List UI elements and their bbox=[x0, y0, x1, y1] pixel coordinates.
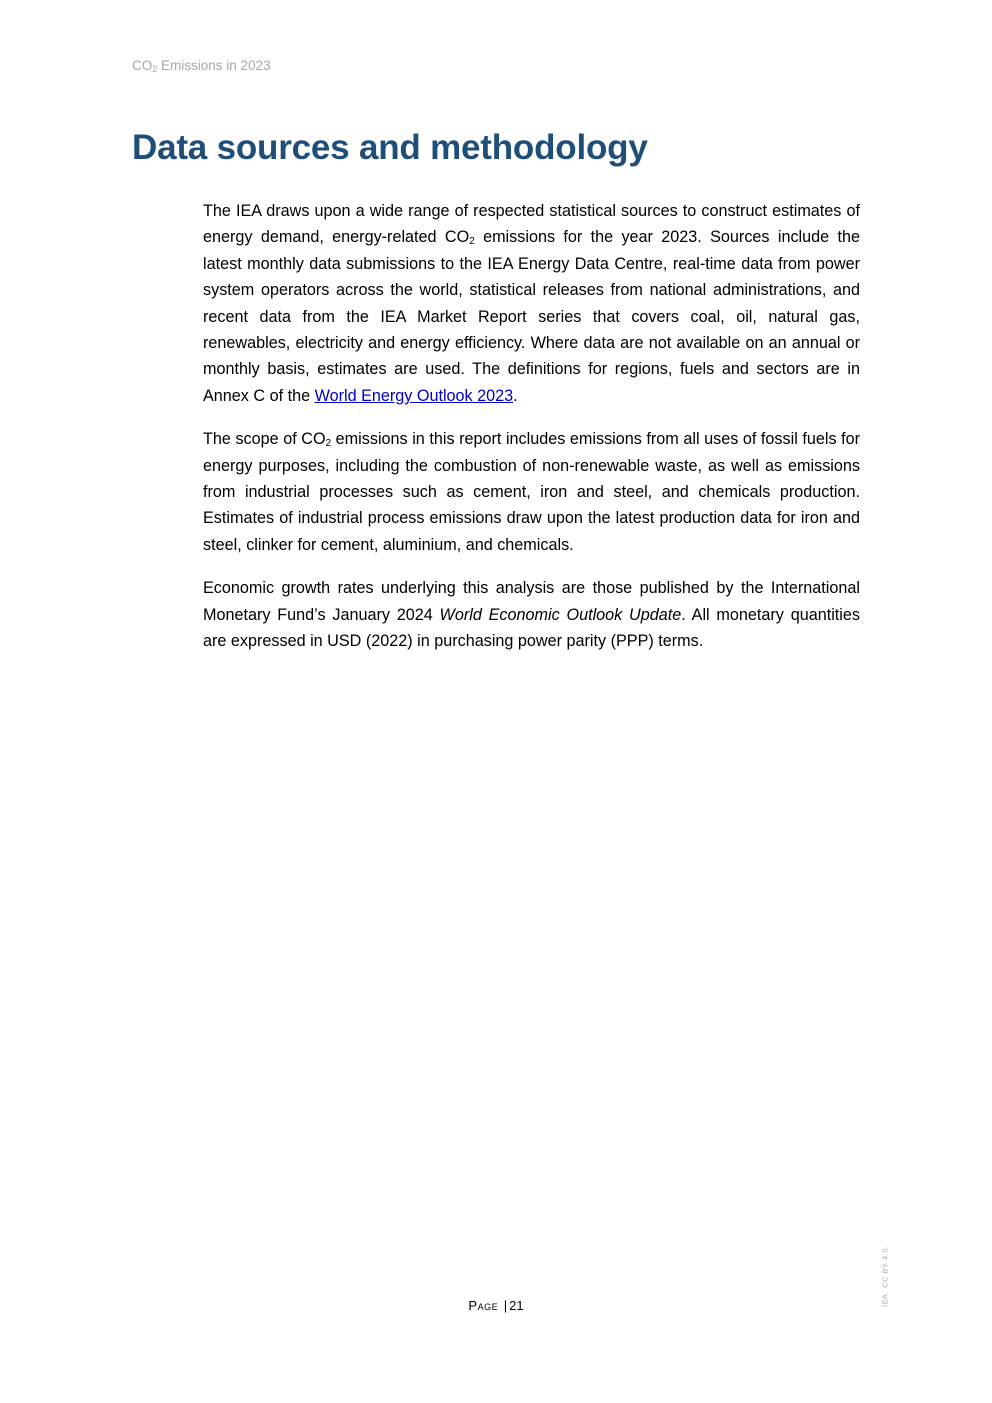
header-suffix: Emissions in 2023 bbox=[157, 58, 271, 73]
header-prefix: CO bbox=[132, 58, 153, 73]
license-note: IEA. CC BY 4.0. bbox=[882, 1244, 890, 1308]
paragraph-text: The scope of CO bbox=[203, 430, 326, 449]
paragraph-text: emissions for the year 2023. Sources include the latest monthly data submissions to the IEA Energy Data Centre, real-time data from power system operators across the world, statistical releases from national administrations, and recent data from the IEA Market Report series that covers coal, oil, natural gas, renewables, electricity and energy efficiency. Where data are not available on an annual or monthly basis, estimates are used. The definitions for regions, fuels and sectors are in Annex C of the bbox=[203, 228, 860, 405]
paragraph-text: emissions in this report includes emissions from all uses of fossil fuels for energy purposes, including the combustion of non-renewable waste, as well as emissions from industrial processes such as cement, iron and steel, and chemicals production. Estimates of industrial process emissions draw upon the latest production data for iron and steel, clinker for cement, aluminium, and chemicals. bbox=[203, 430, 860, 554]
page-title: Data sources and methodology bbox=[132, 128, 648, 167]
paragraph-scope bbox=[203, 426, 860, 558]
world-energy-outlook-link[interactable]: World Energy Outlook 2023 bbox=[314, 386, 514, 405]
weo-update-title: World Economic Outlook Update bbox=[439, 605, 682, 624]
header-subscript: 2 bbox=[152, 64, 158, 74]
paragraph-text: The IEA draws upon a wide range of respected statistical sources to construct estimates of energy demand, energy-related CO bbox=[203, 202, 860, 247]
running-header bbox=[132, 58, 271, 73]
body-text bbox=[203, 198, 860, 672]
co2-subscript: 2 bbox=[469, 236, 475, 248]
paragraph-text: Economic growth rates underlying this analysis are those published by the International Monetary Fund’s January 2024 bbox=[203, 579, 860, 624]
page-label: Page bbox=[468, 1298, 499, 1313]
paragraph-text: . bbox=[513, 386, 518, 405]
page-separator: | bbox=[503, 1298, 508, 1313]
page-number: 21 bbox=[509, 1298, 524, 1313]
page-footer bbox=[0, 1298, 992, 1313]
co2-subscript: 2 bbox=[325, 438, 332, 450]
paragraph-data-sources bbox=[203, 198, 860, 409]
paragraph-economic-growth bbox=[203, 575, 860, 654]
paragraph-text: . All monetary quantities are expressed in USD (2022) in purchasing power parity (PPP) terms. bbox=[203, 605, 860, 651]
